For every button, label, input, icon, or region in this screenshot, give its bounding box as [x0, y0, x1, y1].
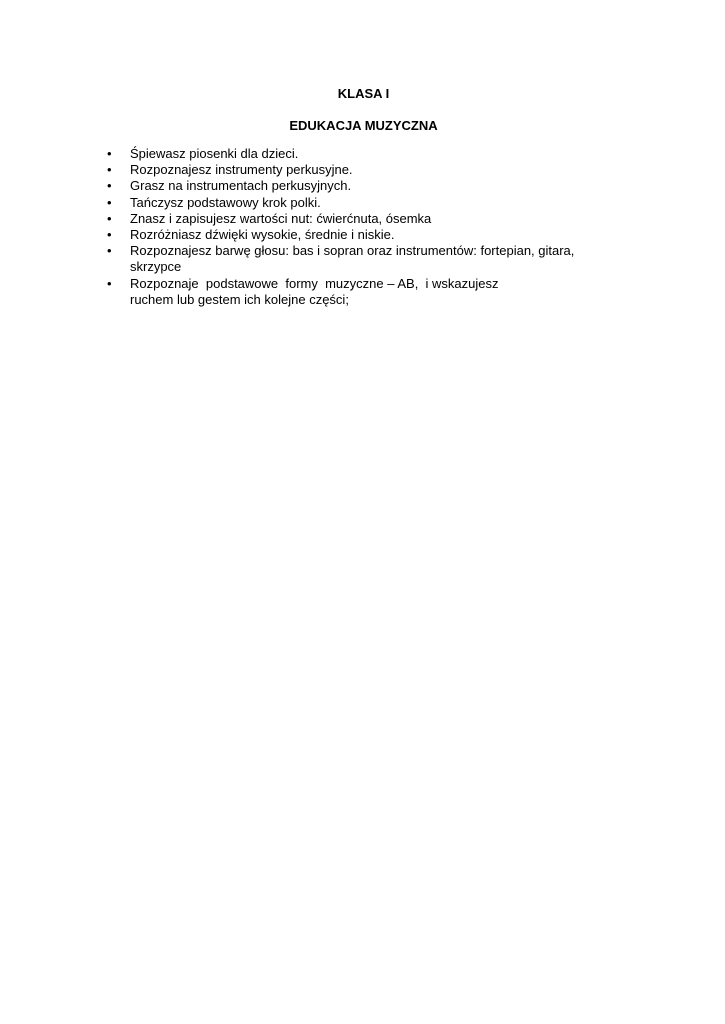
- list-item: [107, 178, 607, 194]
- list-item: [107, 195, 607, 211]
- bullet-icon: •: [107, 194, 112, 210]
- list-item-line: Znasz i zapisujesz wartości nut: ćwierćnuta, ósemka: [130, 210, 432, 226]
- bullet-icon: •: [107, 146, 112, 161]
- list-item: [107, 227, 607, 243]
- list-item-line: Rozróżniasz dźwięki wysokie, średnie i niskie.: [130, 227, 395, 243]
- subject-heading: EDUKACJA MUZYCZNA: [289, 118, 438, 133]
- list-item-text: [130, 195, 607, 211]
- list-item-text: [130, 227, 607, 243]
- list-item-line: Tańczysz podstawowy krok polki.: [130, 194, 321, 210]
- list-item-text: [130, 178, 607, 194]
- list-item-text: [130, 243, 607, 275]
- learning-outcomes-list: [107, 146, 607, 308]
- list-item: [107, 211, 607, 227]
- list-item-text: [130, 211, 607, 227]
- bullet-icon: •: [107, 162, 112, 178]
- list-item: [107, 243, 607, 275]
- list-item-line: ruchem lub gestem ich kolejne części;: [130, 291, 349, 307]
- list-item-line: Rozpoznajesz instrumenty perkusyjne.: [130, 162, 353, 178]
- bullet-icon: •: [107, 178, 112, 194]
- list-item-line: skrzypce: [130, 259, 182, 275]
- list-item-line: Śpiewasz piosenki dla dzieci.: [130, 146, 299, 161]
- class-heading: KLASA I: [337, 86, 390, 101]
- bullet-icon: •: [107, 210, 112, 226]
- list-item: [107, 146, 607, 162]
- bullet-icon: •: [107, 243, 112, 259]
- bullet-icon: •: [107, 227, 112, 243]
- list-item-line: Rozpoznaje podstawowe formy muzyczne – AB, i wskazujesz: [130, 275, 499, 291]
- list-item-line: Rozpoznajesz barwę głosu: bas i sopran oraz instrumentów: fortepian, gitara,: [130, 243, 575, 259]
- list-item-text: [130, 162, 607, 178]
- list-item-text: [130, 146, 607, 162]
- bullet-icon: •: [107, 275, 112, 291]
- list-item: [107, 276, 607, 308]
- list-item-text: [130, 276, 607, 308]
- list-item-line: Grasz na instrumentach perkusyjnych.: [130, 178, 352, 194]
- list-item: [107, 162, 607, 178]
